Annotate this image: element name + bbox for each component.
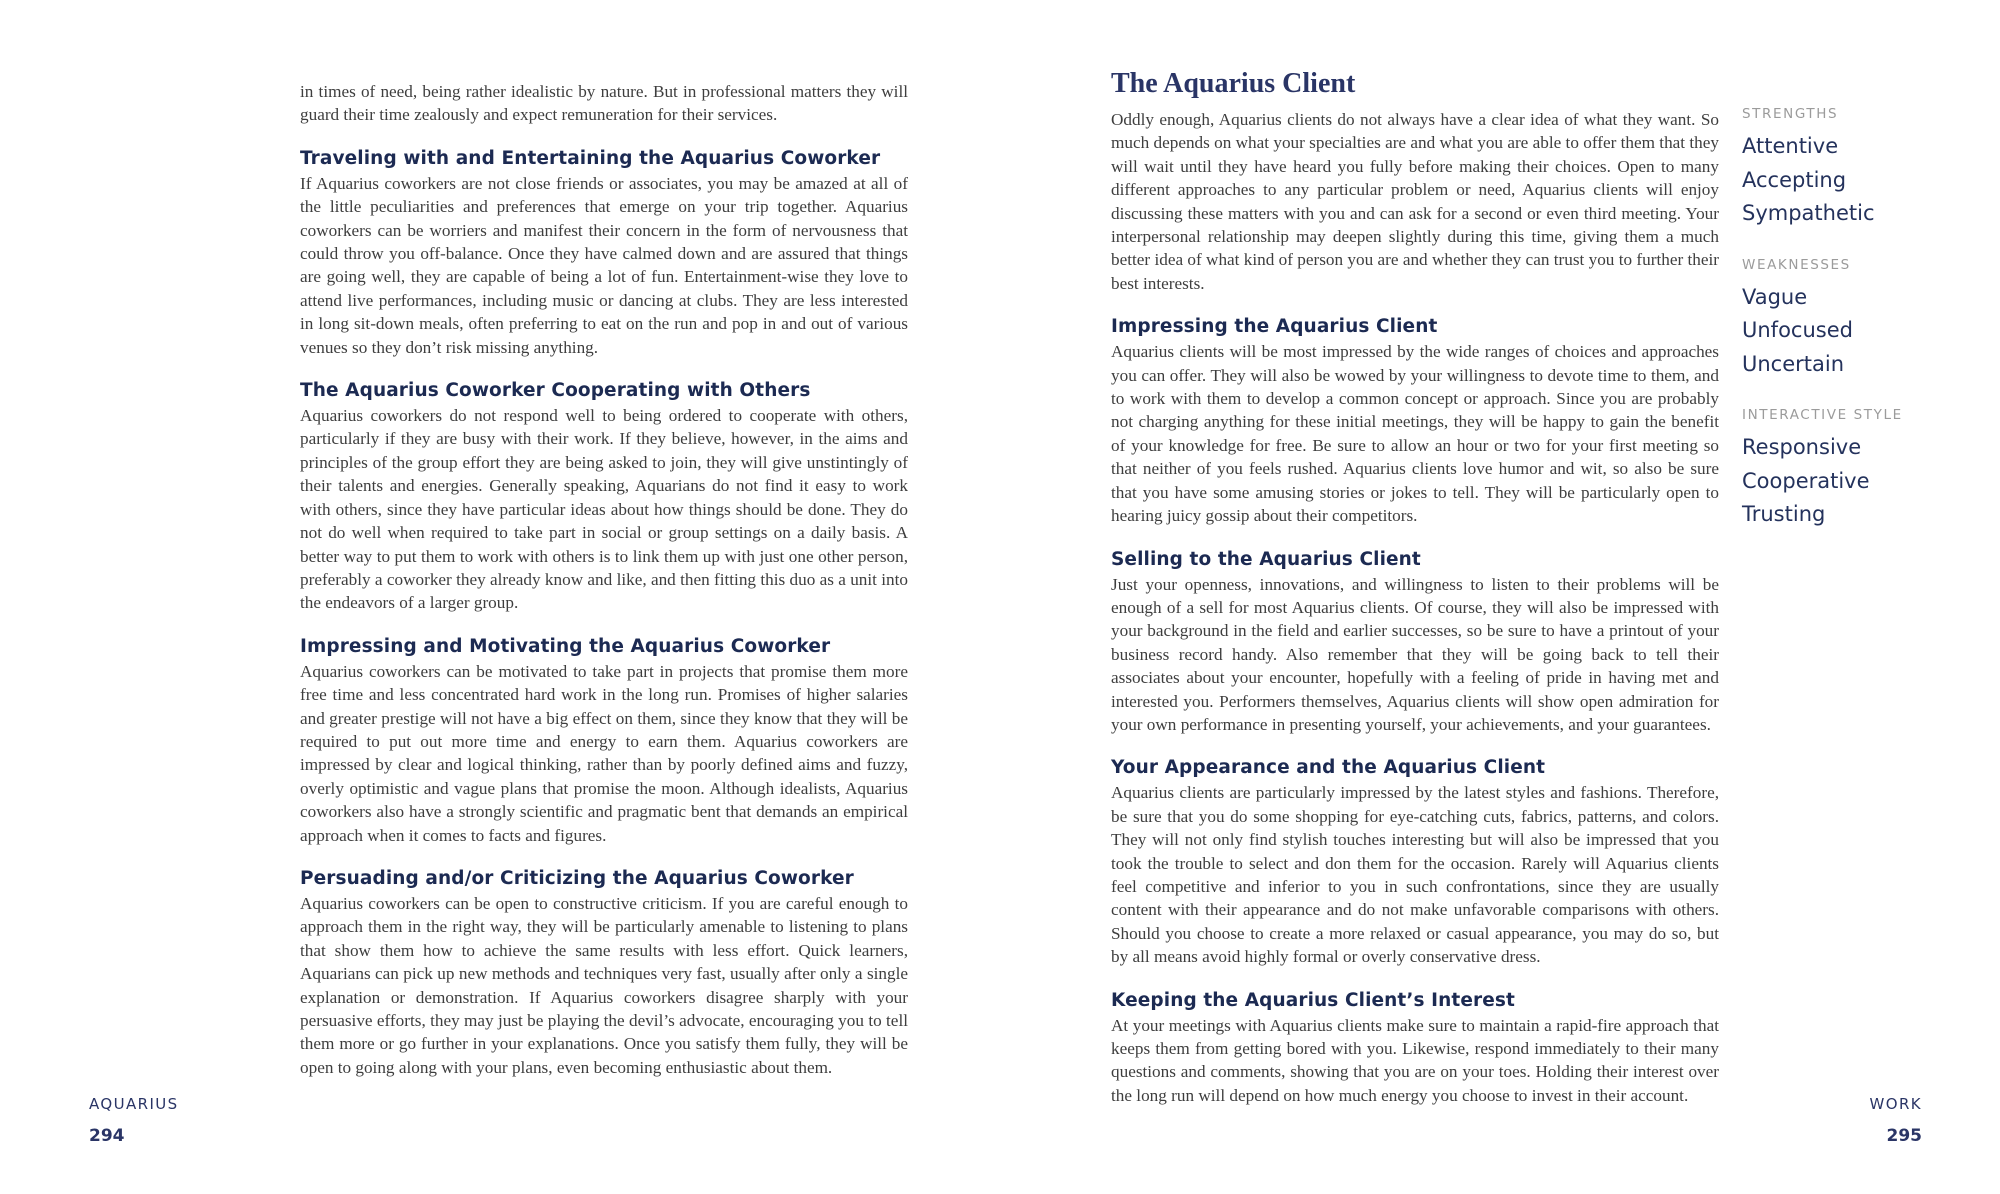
strengths-label: STRENGTHS <box>1742 106 1839 122</box>
section-heading: Impressing the Aquarius Client <box>1111 316 1438 338</box>
section-text: Just your openness, innovations, and willingness to listen to their problems will be enough of a sell for most Aquarius clients. Of course, they will also be impressed with your background in the field and earlier successes, so be sure to have a printout of your business record handy. Also remember that they will be going back to tell their associates about your encounter, hopefully with a feeling of pride in having met and interested you. Performers themselves, Aquarius clients will show open admiration for your own performance in presenting yourself, your achievements, and your guarantees. <box>1111 574 1719 734</box>
left-running-footer: AQUARIUS <box>89 1095 179 1113</box>
right-intro-paragraph: Oddly enough, Aquarius clients do not always have a clear idea of what they want. So much depends on what your specialties are and what you are able to offer them that they will wait until they have heard you fully before making their choices. Open to many different approaches to any particular problem or need, Aquarius clients will enjoy discussing these matters with you and can ask for a second or even third meeting. Your interpersonal relationship may deepen slightly during this time, giving them a much better idea of what kind of person you are and whether they can trust you to further their best interests. <box>1111 110 1719 293</box>
right-page-number: 295 <box>1886 1126 1922 1146</box>
interactive-style-label: INTERACTIVE STYLE <box>1742 407 1903 423</box>
section-heading: Your Appearance and the Aquarius Client <box>1111 757 1546 779</box>
trait-item: Cooperative <box>1742 468 1870 493</box>
section-text: Aquarius coworkers can be open to constructive criticism. If you are careful enough to approach them in the right way, they will be particularly amenable to listening to plans that show them how to achieve the same results with less effort. Quick learners, Aquarians can pick up new methods and techniques very fast, usually after only a single explanation or demonstration. If Aquarius coworkers disagree sharply with your persuasive efforts, they may just be playing the devil’s advocate, encouraging you to tell them more or go further in your explanations. Once you satisfy them fully, they will be open to going along with your plans, even becoming enthusiastic about them. <box>300 893 908 1077</box>
section-text: Aquarius coworkers do not respond well to being ordered to cooperate with others, particularly if they are busy with their work. If they believe, however, in the aims and principles of the group effort they are being asked to join, they will give unstintingly of their talents and energies. Generally speaking, Aquarians do not find it easy to work with others, since they have particular ideas about how things should be done. They do not do well when required to take part in social or group settings on a daily basis. A better way to put them to work with others is to link them up with just one other person, preferably a coworker they already know and like, and then fitting this duo as a unit into the endeavors of a larger group. <box>300 406 908 613</box>
trait-item: Attentive <box>1742 134 1839 158</box>
left-page-column <box>300 80 908 1079</box>
trait-item: Vague <box>1742 284 1808 309</box>
section-text: Aquarius clients are particularly impressed by the latest styles and fashions. Therefore, be sure that you do some shopping for eye-catching cuts, fabrics, patterns, and colors. They will not only find stylish touches interesting but will also be impressed that you took the trouble to select and don them for the occasion. Rarely will Aquarius clients feel competitive and inferior to you in such confrontations, since they are usually content with their appearance and do not make unfavorable comparisons with others. Should you choose to create a more relaxed or casual appearance, you may do so, but by all means avoid highly formal or overly conservative dress. <box>1111 783 1719 967</box>
weaknesses-label: WEAKNESSES <box>1742 256 1851 273</box>
interactive-style-group <box>1742 407 1962 532</box>
trait-item: Unfocused <box>1742 318 1853 342</box>
section-heading: Impressing and Motivating the Aquarius Coworker <box>300 635 831 657</box>
right-running-footer: WORK <box>1869 1095 1922 1113</box>
section-heading: Keeping the Aquarius Client’s Interest <box>1111 989 1515 1011</box>
section-heading: Persuading and/or Criticizing the Aquarius Coworker <box>300 867 854 889</box>
right-page-column <box>1111 64 1719 1107</box>
section-text: Aquarius coworkers can be motivated to take part in projects that promise them more free time and less concentrated hard work in the long run. Promises of higher salaries and greater prestige will not have a big effect on them, since they know that they will be required to put out more time and energy to earn them. Aquarius coworkers are impressed by clear and logical thinking, rather than by poorly defined aims and fuzzy, overly optimistic and vague plans that promise the moon. Although idealists, Aquarius coworkers also have a strongly scientific and pragmatic bent that demands an empirical approach when it comes to facts and figures. <box>300 661 908 845</box>
section-text: If Aquarius coworkers are not close friends or associates, you may be amazed at all of the little peculiarities and preferences that emerge on your trip together. Aquarius coworkers can be worriers and manifest their concern in the form of nervousness that could throw you off-balance. Once they have calmed down and are assured that things are going well, they are capable of being a lot of fun. Entertainment-wise they love to attend live performances, including music or dancing at clubs. They are less interested in long sit-down meals, often preferring to eat on the run and pop in and out of various venues so they don’t risk missing anything. <box>300 173 908 357</box>
strengths-group <box>1742 106 1962 231</box>
left-page-number: 294 <box>89 1126 125 1146</box>
section-text: At your meetings with Aquarius clients make sure to maintain a rapid-fire approach that keeps them from getting bored with you. Likewise, respond immediately to their many questions and comments, showing that you are on your toes. Holding their interest over the long run will depend on how much energy you choose to invest in their account. <box>1111 1015 1719 1105</box>
chapter-title: The Aquarius Client <box>1111 68 1356 99</box>
traits-sidebar <box>1742 106 1962 558</box>
section-heading: Selling to the Aquarius Client <box>1111 548 1421 570</box>
trait-item: Accepting <box>1742 167 1847 192</box>
weaknesses-group <box>1742 257 1962 382</box>
trait-item: Sympathetic <box>1742 201 1875 225</box>
trait-item: Responsive <box>1742 435 1862 459</box>
section-heading: Traveling with and Entertaining the Aquarius Coworker <box>300 147 881 169</box>
left-intro-paragraph: in times of need, being rather idealistic by nature. But in professional matters they will guard their time zealously and expect remuneration for their services. <box>300 82 908 125</box>
trait-item: Uncertain <box>1742 351 1845 376</box>
section-text: Aquarius clients will be most impressed by the wide ranges of choices and approaches you can offer. They will also be wowed by your willingness to devote time to them, and to work with them to develop a common concept or approach. Since you are probably not charging anything for these initial meetings, they will be happy to gain the benefit of your knowledge for free. Be sure to allow an hour or two for your first meeting so that neither of you feels rushed. Aquarius clients love humor and wit, so also be sure that you have some amusing stories or jokes to tell. They will be particularly open to hearing juicy gossip about their competitors. <box>1111 342 1719 526</box>
trait-item: Trusting <box>1742 502 1826 526</box>
section-heading: The Aquarius Coworker Cooperating with Others <box>300 380 811 402</box>
